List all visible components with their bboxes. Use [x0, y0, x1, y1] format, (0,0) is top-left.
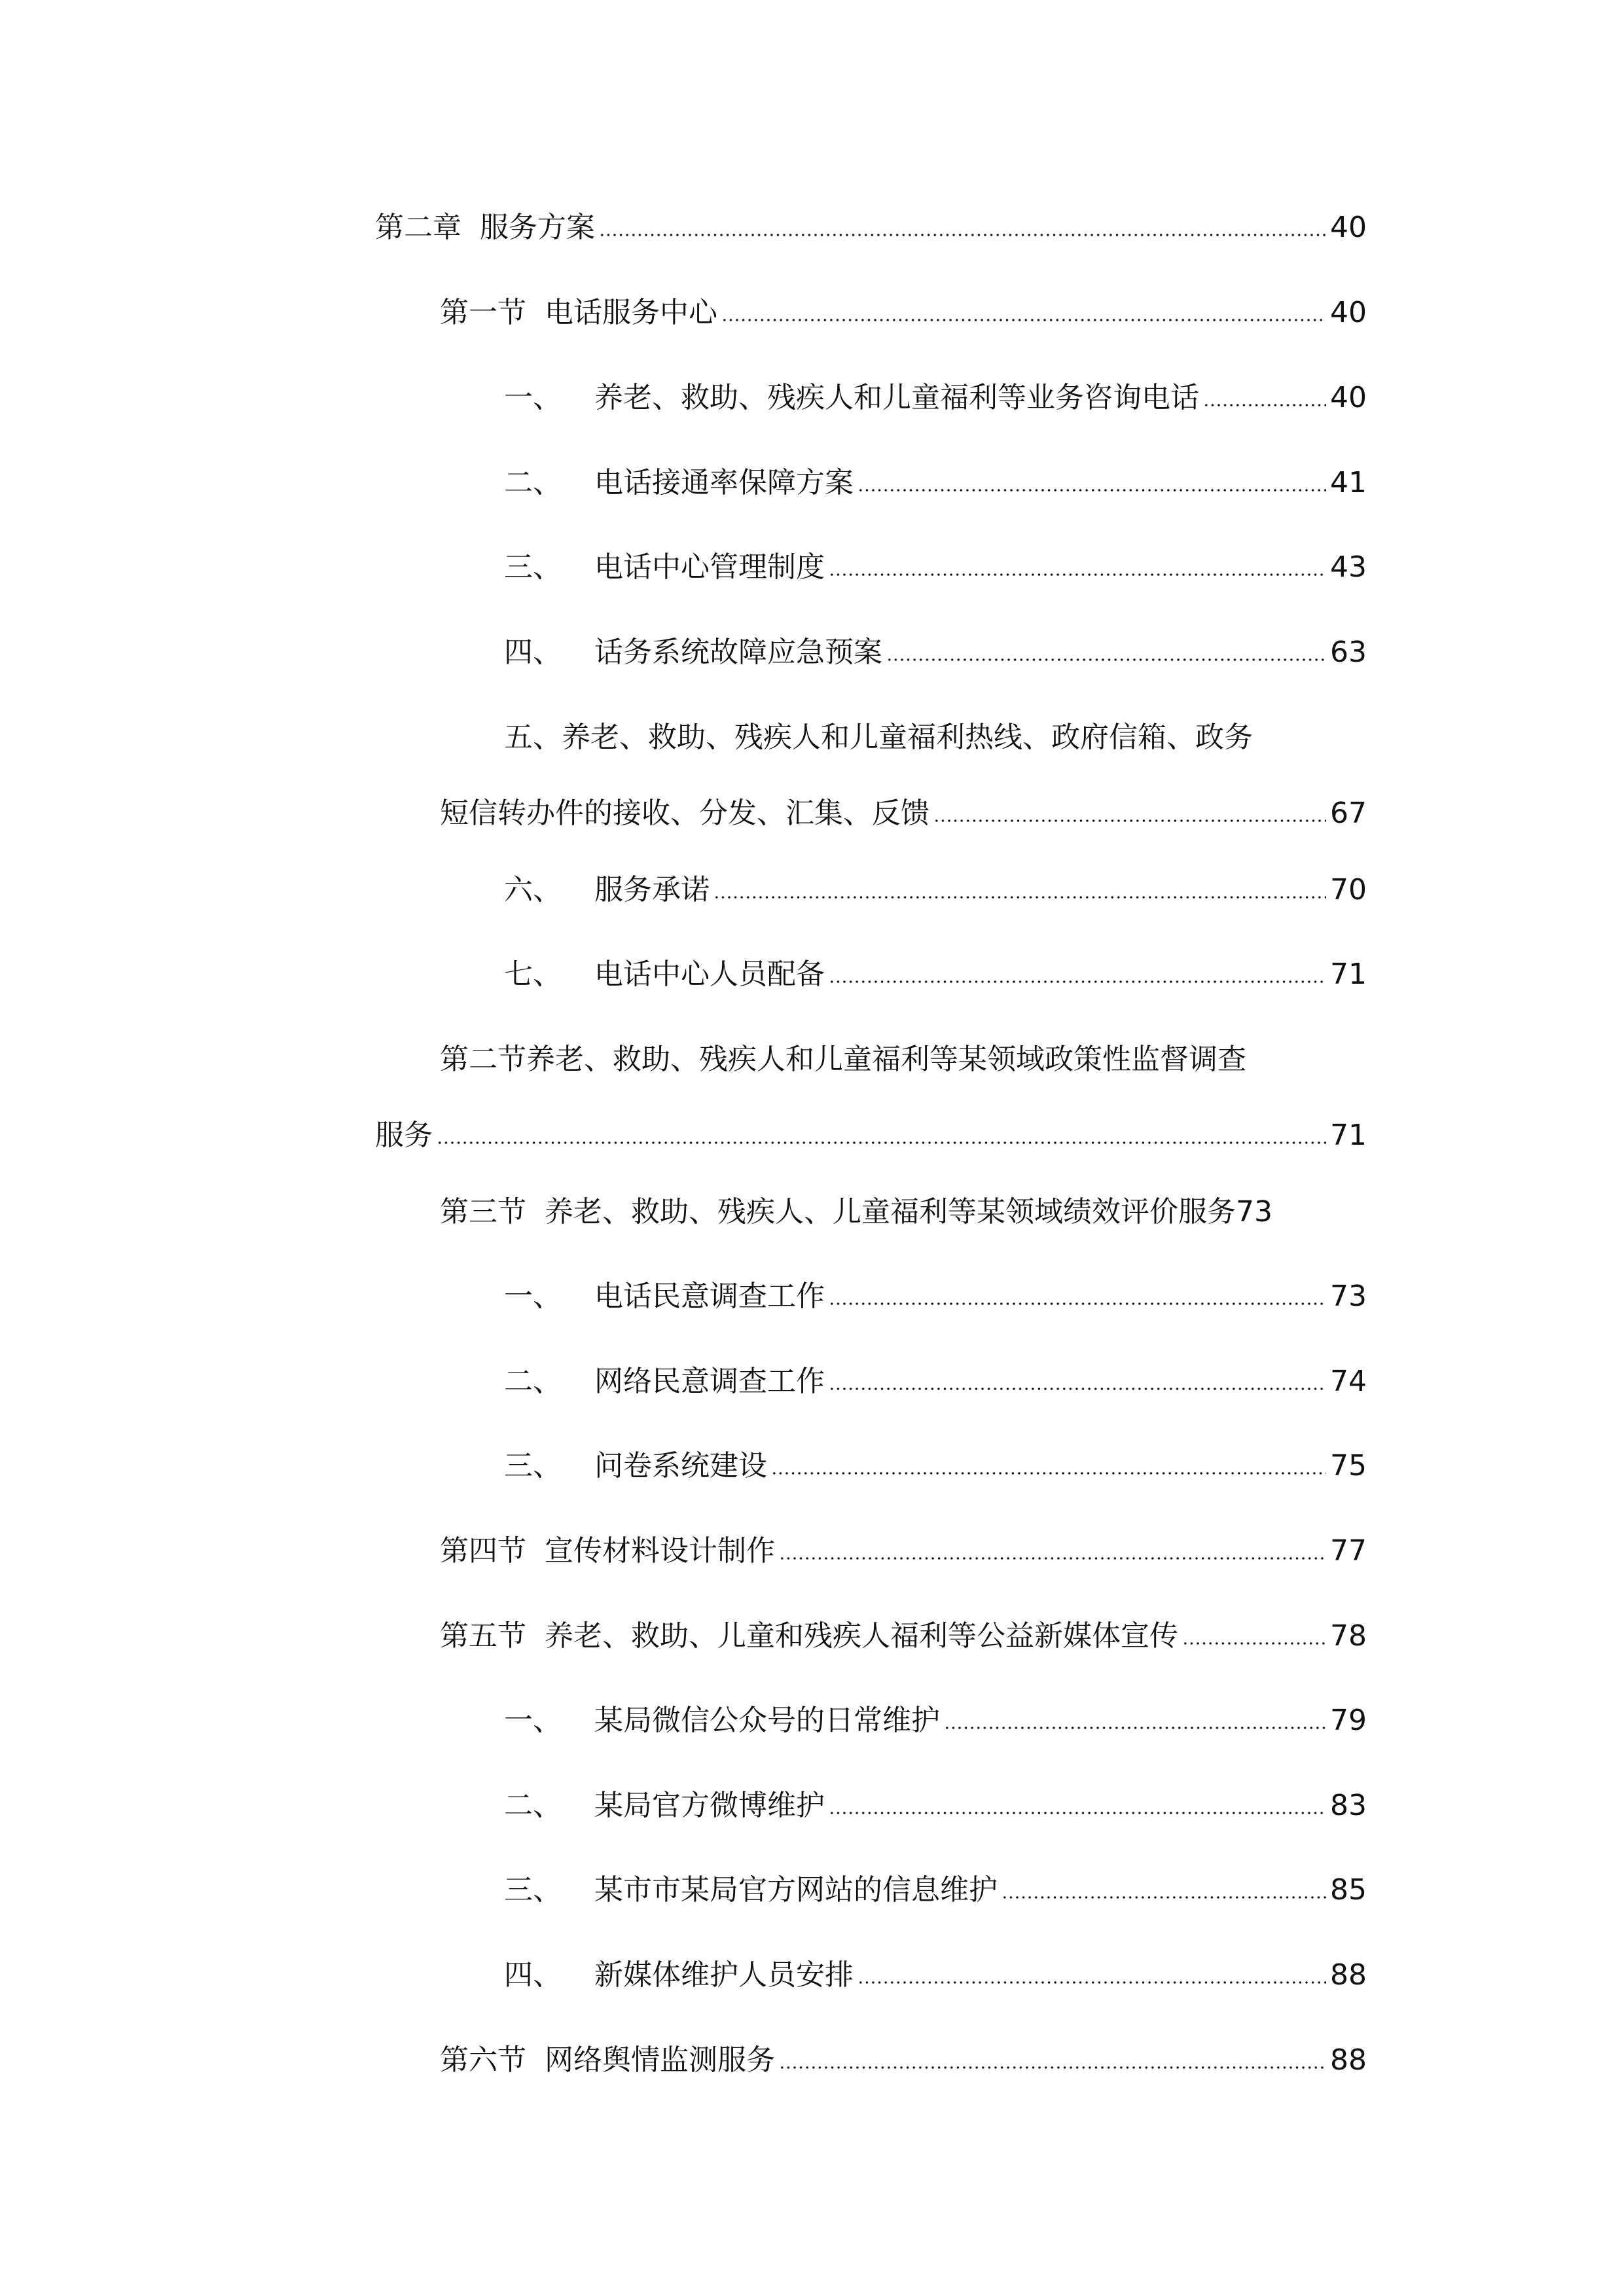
- dot-leader: [779, 2056, 1326, 2070]
- toc-entry-title: 一、 某局微信公众号的日常维护: [504, 1704, 940, 1737]
- toc-entry-title: 二、 某局官方微博维护: [504, 1789, 825, 1822]
- toc-entry-title: 四、 话务系统故障应急预案: [504, 636, 882, 669]
- toc-entry-item[interactable]: [504, 1786, 1367, 1825]
- dot-leader: [1001, 1886, 1326, 1899]
- toc-entry-title: 三、 问卷系统建设: [504, 1449, 767, 1482]
- dot-leader: [437, 1132, 1326, 1145]
- toc-entry-item[interactable]: [504, 870, 1367, 910]
- dot-leader: [933, 810, 1326, 823]
- toc-page-number: 88: [1330, 2043, 1367, 2077]
- toc-entry-item[interactable]: [504, 1871, 1367, 1910]
- toc-page-number: 40: [1330, 296, 1367, 329]
- toc-entry-section-1[interactable]: [440, 293, 1367, 332]
- toc-entry-item[interactable]: [504, 633, 1367, 672]
- toc-entry-item[interactable]: [504, 955, 1367, 994]
- toc-entry-item[interactable]: [504, 1701, 1367, 1740]
- toc-entry-title: 第五节 养老、救助、儿童和残疾人福利等公益新媒体宣传: [440, 1619, 1178, 1653]
- toc-page-number: 83: [1330, 1789, 1367, 1822]
- toc-entry-item[interactable]: [504, 1446, 1367, 1486]
- toc-entry-title-line1: 第二节养老、救助、残疾人和儿童福利等某领域政策性监督调查: [440, 1043, 1246, 1076]
- toc-page-number: 43: [1330, 550, 1367, 584]
- toc-entry-section-5[interactable]: [440, 1617, 1367, 1656]
- dot-leader: [857, 1971, 1326, 1984]
- toc-page-number: 73: [1236, 1195, 1272, 1229]
- toc-entry-section-4[interactable]: [440, 1532, 1367, 1571]
- toc-entry-chapter-2[interactable]: [375, 208, 1367, 247]
- toc-entry-title: 第六节 网络舆情监测服务: [440, 2043, 775, 2077]
- toc-page-number: 85: [1330, 1873, 1367, 1907]
- toc-entry-section-3[interactable]: [440, 1193, 1367, 1232]
- toc-entry-title: 一、 电话民意调查工作: [504, 1280, 825, 1313]
- dot-leader: [1203, 394, 1326, 407]
- toc-entry-title: 第四节 宣传材料设计制作: [440, 1534, 775, 1568]
- toc-page-number: 40: [1330, 211, 1367, 244]
- dot-leader: [829, 1802, 1326, 1815]
- toc-entry-title: 七、 电话中心人员配备: [504, 958, 825, 991]
- dot-leader: [1182, 1632, 1326, 1645]
- dot-leader: [713, 886, 1326, 899]
- toc-entry-title: 二、 电话接通率保障方案: [504, 466, 854, 499]
- toc-entry-title-line2: 短信转办件的接收、分发、汇集、反馈: [440, 797, 929, 830]
- dot-leader: [857, 479, 1326, 492]
- toc-entry-section-2-multiline[interactable]: [375, 1040, 1367, 1155]
- toc-page-number: 79: [1330, 1704, 1367, 1737]
- toc-entry-title: 一、 养老、救助、残疾人和儿童福利等业务咨询电话: [504, 381, 1199, 414]
- dot-leader: [829, 1293, 1326, 1306]
- dot-leader: [599, 224, 1326, 237]
- dot-leader: [779, 1547, 1326, 1560]
- toc-page-number: 71: [1330, 1119, 1367, 1152]
- toc-page-number: 75: [1330, 1449, 1367, 1482]
- toc-page-number: 40: [1330, 381, 1367, 414]
- toc-page-number: 74: [1330, 1365, 1367, 1398]
- dot-leader: [829, 971, 1326, 984]
- toc-page-number: 41: [1330, 466, 1367, 499]
- dot-leader: [829, 1378, 1326, 1391]
- toc-page-number: 78: [1330, 1619, 1367, 1653]
- toc-entry-item[interactable]: [504, 463, 1367, 503]
- toc-entry-item[interactable]: [504, 1362, 1367, 1401]
- toc-entry-title: 二、 网络民意调查工作: [504, 1365, 825, 1398]
- toc-entry-title: 四、 新媒体维护人员安排: [504, 1958, 854, 1992]
- toc-entry-title: 第二章 服务方案: [375, 211, 595, 244]
- dot-leader: [771, 1462, 1326, 1475]
- dot-leader: [886, 649, 1326, 662]
- toc-entry-title: 第三节 养老、救助、残疾人、儿童福利等某领域绩效评价服务: [440, 1195, 1236, 1229]
- toc-page-number: 71: [1330, 958, 1367, 991]
- toc-entry-item[interactable]: [504, 1277, 1367, 1316]
- toc-entry-item[interactable]: [504, 1956, 1367, 1995]
- toc-entry-title: 三、 某市市某局官方网站的信息维护: [504, 1873, 998, 1907]
- toc-entry-title: 六、 服务承诺: [504, 873, 710, 906]
- toc-entry-item-multiline[interactable]: [440, 718, 1367, 833]
- toc-entry-title: 三、 电话中心管理制度: [504, 550, 825, 584]
- dot-leader: [829, 564, 1326, 577]
- toc-page-number: 77: [1330, 1534, 1367, 1568]
- toc-page-number: 67: [1330, 797, 1367, 830]
- toc-entry-title-line1: 五、养老、救助、残疾人和儿童福利热线、政府信箱、政务: [504, 721, 1253, 754]
- toc-page-number: 70: [1330, 873, 1367, 906]
- toc-entry-item[interactable]: [504, 548, 1367, 587]
- toc-entry-title: 第一节 电话服务中心: [440, 296, 717, 329]
- toc-page-number: 88: [1330, 1958, 1367, 1992]
- toc-page-number: 73: [1330, 1280, 1367, 1313]
- dot-leader: [944, 1717, 1326, 1730]
- toc-entry-item[interactable]: [504, 378, 1367, 418]
- dot-leader: [721, 309, 1326, 322]
- toc-entry-title-line2: 服务: [375, 1119, 433, 1152]
- toc-entry-section-6[interactable]: [440, 2041, 1367, 2080]
- toc-page-number: 63: [1330, 636, 1367, 669]
